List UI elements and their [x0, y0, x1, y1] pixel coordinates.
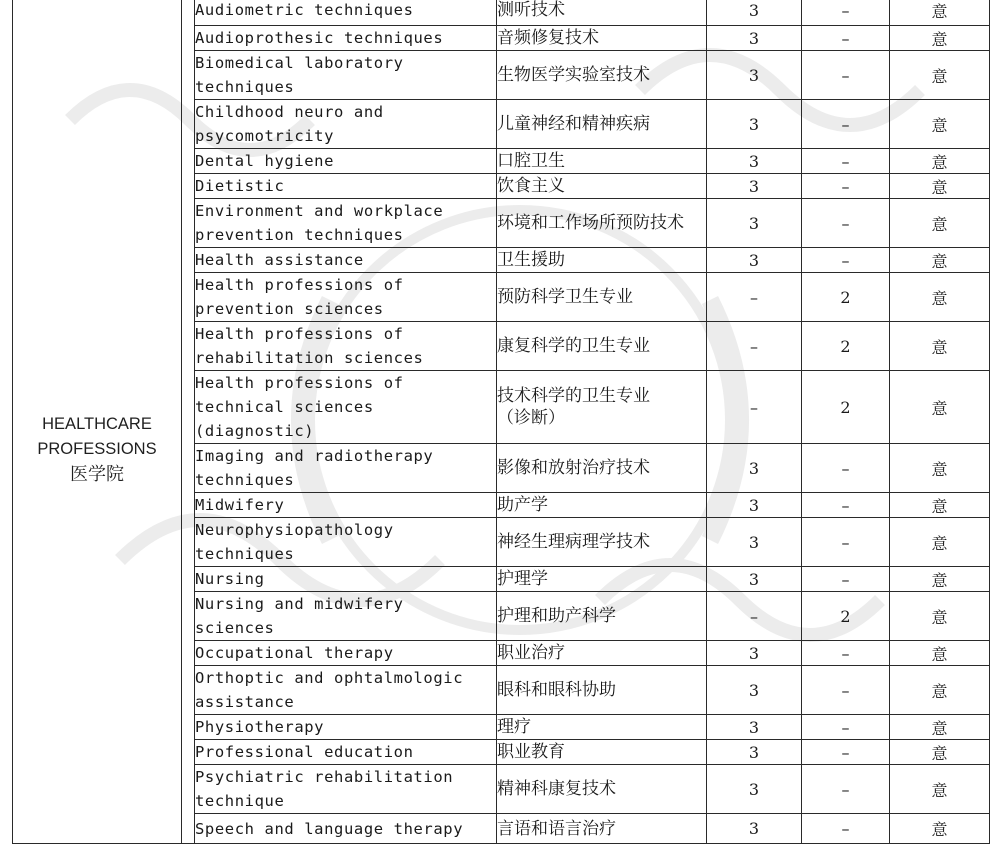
master-years: –: [802, 814, 890, 844]
program-name-zh: 护理学: [497, 567, 707, 592]
program-name-zh: 测听技术: [497, 0, 707, 26]
program-name-en: Occupational therapy: [195, 641, 497, 666]
language-mark: 意: [890, 444, 990, 493]
program-name-en: Childhood neuro and psycomotricity: [195, 100, 497, 149]
master-years: 2: [802, 273, 890, 322]
bachelor-years: 3: [707, 814, 802, 844]
language-mark: 意: [890, 149, 990, 174]
master-years: –: [802, 765, 890, 814]
faculty-name-zh: 医学院: [70, 463, 124, 485]
program-name-zh: 儿童神经和精神疾病: [497, 100, 707, 149]
language-mark: 意: [890, 174, 990, 199]
master-years: 2: [802, 592, 890, 641]
bachelor-years: 3: [707, 567, 802, 592]
program-name-en: Midwifery: [195, 493, 497, 518]
bachelor-years: 3: [707, 765, 802, 814]
bachelor-years: 3: [707, 199, 802, 248]
master-years: 2: [802, 322, 890, 371]
bachelor-years: 3: [707, 51, 802, 100]
program-name-en: Dietistic: [195, 174, 497, 199]
language-mark: 意: [890, 518, 990, 567]
program-name-en: Health professions of prevention sciences: [195, 273, 497, 322]
program-name-zh: 护理和助产科学: [497, 592, 707, 641]
table-row: [13, 0, 990, 26]
program-name-zh: 环境和工作场所预防技术: [497, 199, 707, 248]
language-mark: 意: [890, 322, 990, 371]
program-name-en: Audioprothesic techniques: [195, 26, 497, 51]
program-name-en: Health assistance: [195, 248, 497, 273]
bachelor-years: 3: [707, 666, 802, 715]
language-mark: 意: [890, 493, 990, 518]
program-name-en: Imaging and radiotherapy techniques: [195, 444, 497, 493]
program-name-zh: 理疗: [497, 715, 707, 740]
program-name-zh: 卫生援助: [497, 248, 707, 273]
program-name-zh: 眼科和眼科协助: [497, 666, 707, 715]
program-name-en: Biomedical laboratory techniques: [195, 51, 497, 100]
bachelor-years: 3: [707, 174, 802, 199]
master-years: –: [802, 248, 890, 273]
program-name-en: Nursing and midwifery sciences: [195, 592, 497, 641]
program-table: [12, 0, 990, 844]
program-name-en: Health professions of technical sciences (diagnostic): [195, 371, 497, 444]
program-name-zh: 精神科康复技术: [497, 765, 707, 814]
master-years: –: [802, 26, 890, 51]
program-name-en: Speech and language therapy: [195, 814, 497, 844]
program-name-zh: 神经生理病理学技术: [497, 518, 707, 567]
faculty-cell: [13, 0, 182, 844]
bachelor-years: 3: [707, 493, 802, 518]
bachelor-years: 3: [707, 248, 802, 273]
language-mark: 意: [890, 567, 990, 592]
language-mark: 意: [890, 371, 990, 444]
language-mark: 意: [890, 592, 990, 641]
program-name-en: Psychiatric rehabilitation technique: [195, 765, 497, 814]
program-name-en: Audiometric techniques: [195, 0, 497, 26]
program-name-zh: 言语和语言治疗: [497, 814, 707, 844]
master-years: –: [802, 199, 890, 248]
language-mark: 意: [890, 715, 990, 740]
program-name-en: Professional education: [195, 740, 497, 765]
master-years: –: [802, 493, 890, 518]
master-years: –: [802, 174, 890, 199]
master-years: –: [802, 518, 890, 567]
bachelor-years: 3: [707, 641, 802, 666]
language-mark: 意: [890, 100, 990, 149]
program-name-zh: 影像和放射治疗技术: [497, 444, 707, 493]
bachelor-years: 3: [707, 715, 802, 740]
language-mark: 意: [890, 273, 990, 322]
spacer-column: [182, 0, 195, 844]
program-name-en: Physiotherapy: [195, 715, 497, 740]
master-years: –: [802, 740, 890, 765]
program-name-zh: 助产学: [497, 493, 707, 518]
program-name-zh: 职业教育: [497, 740, 707, 765]
master-years: –: [802, 100, 890, 149]
program-name-zh: 音频修复技术: [497, 26, 707, 51]
language-mark: 意: [890, 814, 990, 844]
bachelor-years: 3: [707, 518, 802, 567]
program-name-en: Nursing: [195, 567, 497, 592]
bachelor-years: –: [707, 592, 802, 641]
bachelor-years: –: [707, 322, 802, 371]
program-name-zh: 生物医学实验室技术: [497, 51, 707, 100]
master-years: –: [802, 51, 890, 100]
bachelor-years: 3: [707, 0, 802, 26]
master-years: –: [802, 444, 890, 493]
bachelor-years: –: [707, 371, 802, 444]
bachelor-years: 3: [707, 740, 802, 765]
bachelor-years: 3: [707, 444, 802, 493]
bachelor-years: 3: [707, 100, 802, 149]
program-name-zh: 口腔卫生: [497, 149, 707, 174]
master-years: –: [802, 666, 890, 715]
program-name-en: Environment and workplace prevention techniques: [195, 199, 497, 248]
master-years: –: [802, 641, 890, 666]
master-years: –: [802, 149, 890, 174]
language-mark: 意: [890, 0, 990, 26]
program-name-zh: 饮食主义: [497, 174, 707, 199]
program-name-zh: 职业治疗: [497, 641, 707, 666]
language-mark: 意: [890, 248, 990, 273]
language-mark: 意: [890, 666, 990, 715]
bachelor-years: 3: [707, 149, 802, 174]
master-years: –: [802, 0, 890, 26]
program-name-zh: 技术科学的卫生专业 （诊断）: [497, 371, 707, 444]
master-years: –: [802, 715, 890, 740]
language-mark: 意: [890, 641, 990, 666]
program-name-zh: 预防科学卫生专业: [497, 273, 707, 322]
program-name-en: Health professions of rehabilitation sciences: [195, 322, 497, 371]
master-years: 2: [802, 371, 890, 444]
bachelor-years: –: [707, 273, 802, 322]
program-name-en: Neurophysiopathology techniques: [195, 518, 497, 567]
language-mark: 意: [890, 51, 990, 100]
language-mark: 意: [890, 199, 990, 248]
master-years: –: [802, 567, 890, 592]
program-name-zh: 康复科学的卫生专业: [497, 322, 707, 371]
faculty-name-en: HEALTHCARE PROFESSIONS: [37, 414, 157, 458]
language-mark: 意: [890, 26, 990, 51]
language-mark: 意: [890, 740, 990, 765]
program-name-en: Dental hygiene: [195, 149, 497, 174]
language-mark: 意: [890, 765, 990, 814]
bachelor-years: 3: [707, 26, 802, 51]
program-name-en: Orthoptic and ophtalmologic assistance: [195, 666, 497, 715]
